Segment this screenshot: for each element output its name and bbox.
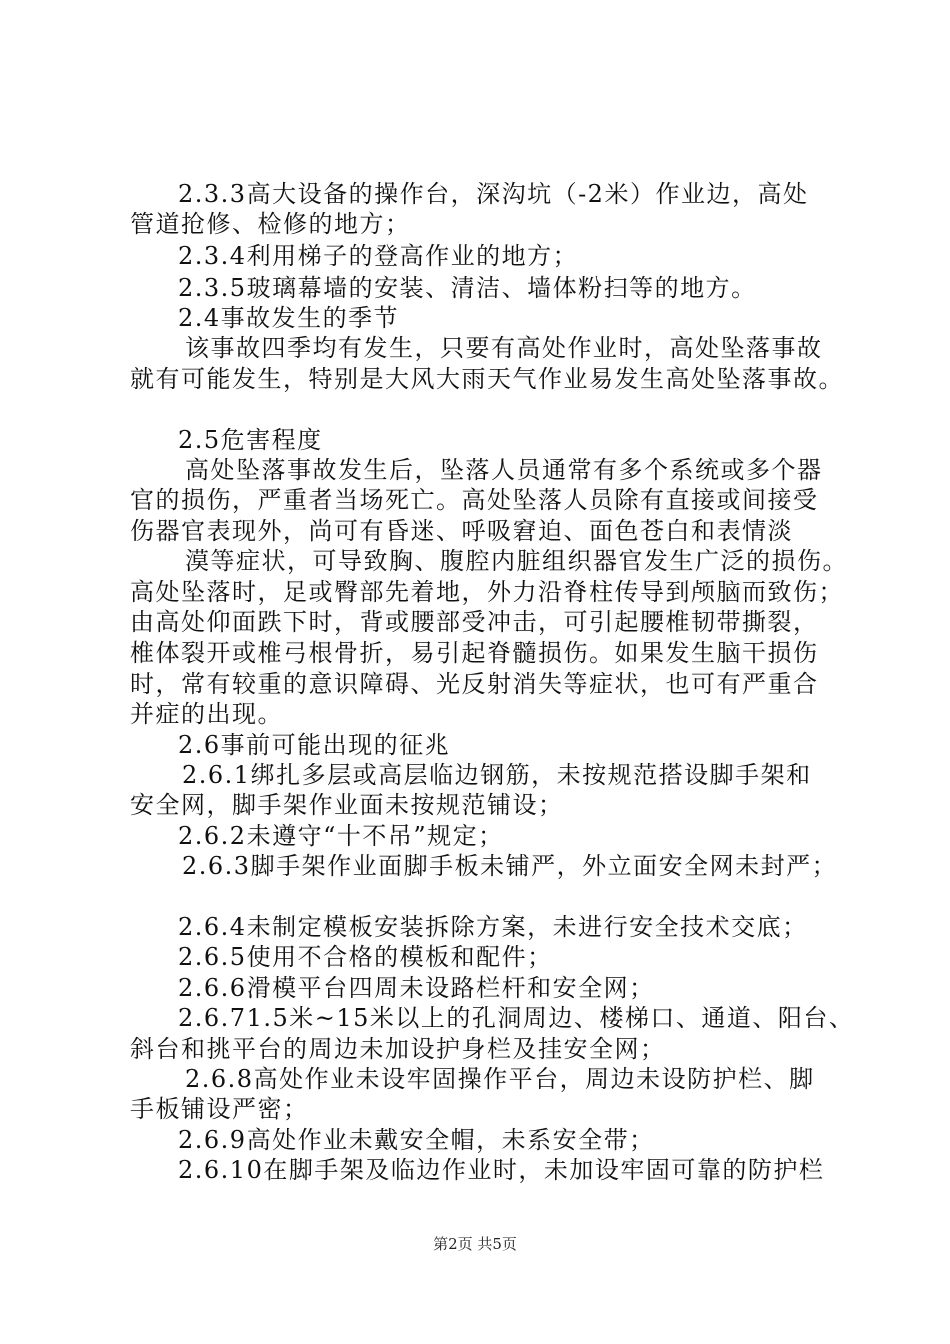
text-line: 2.6.5使用不合格的模板和配件； — [178, 943, 553, 971]
section-heading: 2.6事前可能出现的征兆 — [178, 731, 451, 759]
text-line: 2.6.3脚手架作业面脚手板未铺严，外立面安全网未封严； — [182, 852, 838, 880]
text-line: 高处坠落事故发生后，坠落人员通常有多个系统或多个器 — [185, 456, 823, 484]
text-line: 漠等症状，可导致胸、腹腔内脏组织器官发生广泛的损伤。 — [185, 547, 848, 575]
text-line: 2.6.71.5米~15米以上的孔洞周边、楼梯口、通道、阳台、 — [178, 1004, 855, 1032]
text-line: 2.3.4利用梯子的登高作业的地方； — [178, 242, 579, 270]
text-line: 管道抢修、检修的地方； — [130, 210, 411, 238]
text-line: 2.6.2未遵守“十不吊”规定； — [178, 822, 504, 850]
text-line: 2.3.5玻璃幕墙的安装、清洁、墙体粉扫等的地方。 — [178, 274, 757, 302]
text-line: 高处坠落时，足或臀部先着地，外力沿脊柱传导到颅脑而致伤； — [130, 578, 844, 606]
text-line: 2.6.9高处作业未戴安全帽，未系安全带； — [178, 1126, 655, 1154]
text-line: 手板铺设严密； — [130, 1095, 309, 1123]
text-line: 伤器官表现外，尚可有昏迷、呼吸窘迫、面色苍白和表情淡 — [130, 517, 793, 545]
text-line: 椎体裂开或椎弓根骨折，易引起脊髓损伤。如果发生脑干损伤 — [130, 639, 819, 667]
text-line: 就有可能发生，特别是大风大雨天气作业易发生高处坠落事故。 — [130, 365, 844, 393]
text-line: 2.6.10在脚手架及临边作业时，未加设牢固可靠的防护栏 — [178, 1156, 825, 1184]
text-line: 官的损伤，严重者当场死亡。高处坠落人员除有直接或间接受 — [130, 486, 819, 514]
section-heading: 2.4事故发生的季节 — [178, 304, 400, 332]
text-line: 斜台和挑平台的周边未加设护身栏及挂安全网； — [130, 1035, 666, 1063]
text-line: 由高处仰面跌下时，背或腰部受冲击，可引起腰椎韧带撕裂， — [130, 608, 819, 636]
text-line: 2.6.8高处作业未设牢固操作平台，周边未设防护栏、脚 — [185, 1065, 815, 1093]
page-number-footer: 第2页 共5页 — [433, 1235, 517, 1253]
text-line: 该事故四季均有发生，只要有高处作业时，高处坠落事故 — [185, 334, 823, 362]
text-line: 2.3.3高大设备的操作台，深沟坑（-2米）作业边，高处 — [178, 180, 809, 208]
text-line: 安全网，脚手架作业面未按规范铺设； — [130, 791, 564, 819]
text-line: 2.6.6滑模平台四周未设路栏杆和安全网； — [178, 974, 655, 1002]
text-line: 2.6.1绑扎多层或高层临边钢筋，未按规范搭设脚手架和 — [182, 761, 812, 789]
section-heading: 2.5危害程度 — [178, 426, 323, 454]
text-line: 2.6.4未制定模板安装拆除方案，未进行安全技术交底； — [178, 913, 808, 941]
text-line: 时，常有较重的意识障碍、光反射消失等症状，也可有严重合 — [130, 670, 819, 698]
text-line: 并症的出现。 — [130, 700, 283, 728]
